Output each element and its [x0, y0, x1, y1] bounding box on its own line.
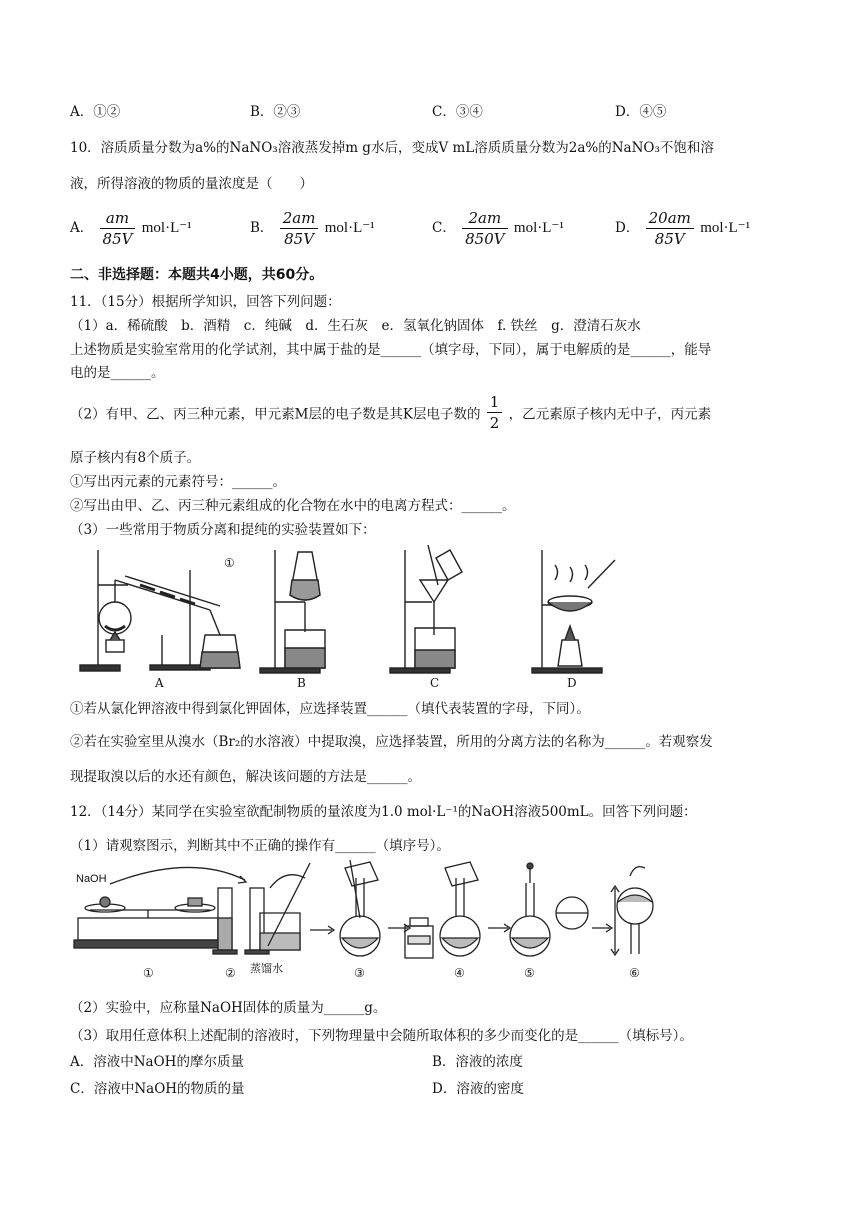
- q10-option-b: [250, 208, 375, 249]
- q11-part2-text-b: ，乙元素原子核内无中子，丙元素: [508, 406, 712, 423]
- numerator: 2am: [280, 208, 319, 229]
- q12-option-a: A．溶液中NaOH的摩尔质量: [70, 1054, 244, 1070]
- q11-part3-q2-line1: ②若在实验室里从溴水（Br₂的水溶液）中提取溴，应选择装置，所用的分离方法的名称为______。若观察发: [70, 734, 713, 750]
- fraction: [646, 208, 694, 249]
- figure-naoh-label: NaOH: [76, 873, 107, 885]
- fraction: [100, 208, 136, 249]
- denominator: 85V: [654, 230, 685, 248]
- unit: mol·L⁻¹: [513, 220, 564, 236]
- q11-part3-q1: ①若从氯化钾溶液中得到氯化钾固体，应选择装置______（填代表装置的字母，下同）。: [70, 701, 590, 717]
- q10-option-d-label: D．: [615, 220, 640, 236]
- step-6-invert-flask: [611, 867, 653, 955]
- q10-stem-line2: 液，所得溶液的物质的量浓度是（ ）: [70, 176, 313, 192]
- apparatus-label-b: B: [297, 676, 306, 690]
- step-3-flask: [340, 860, 410, 956]
- numerator: 1: [487, 392, 503, 413]
- apparatus-d-evaporation: [532, 550, 615, 673]
- q11-part1-list: （1）a．稀硫酸 b．酒精 c．纯碱 d．生石灰 e．氢氧化钠固体 f. 铁丝 g．澄清石灰水: [70, 318, 641, 334]
- numerator: am: [100, 208, 136, 229]
- q10-option-c-label: C．: [432, 220, 456, 236]
- numerator: 2am: [462, 208, 507, 229]
- q12-part1: （1）请观察图示，判断其中不正确的操作有______（填序号）。: [70, 838, 450, 854]
- q12-option-b: B．溶液的浓度: [432, 1054, 523, 1070]
- fraction: [462, 208, 507, 249]
- q9-options: [70, 100, 830, 124]
- q9-option-c: C．③④: [432, 104, 483, 120]
- apparatus-label-d: D: [567, 676, 577, 690]
- unit: mol·L⁻¹: [141, 220, 192, 236]
- figure-label-2: ②: [225, 966, 236, 980]
- q12-part3: （3）取用任意体积上述配制的溶液时，下列物理量中会随所取体积的多少而变化的是______（填标号）。: [70, 1028, 693, 1044]
- figure-water-label: 蒸馏水: [250, 962, 283, 975]
- denominator: 850V: [465, 230, 505, 248]
- fraction: [280, 208, 319, 249]
- q10-option-d: [615, 208, 750, 249]
- q10-option-c: [432, 208, 564, 249]
- apparatus-c-filtration: [390, 545, 462, 673]
- q11-part2-line1: [70, 392, 711, 438]
- step-5-flask-dropper: [510, 863, 612, 956]
- q12-options-row1: [70, 1050, 830, 1074]
- unit: mol·L⁻¹: [700, 220, 751, 236]
- q11-part1-text1: 上述物质是实验室常用的化学试剂，其中属于盐的是______（填字母，下同），属于电解质的是______，能导: [70, 342, 712, 358]
- separation-apparatus-figure: [70, 540, 630, 690]
- q10-option-a-label: A．: [70, 220, 94, 236]
- numerator: 20am: [646, 208, 694, 229]
- apparatus-label-c: C: [430, 676, 440, 690]
- figure-label-3: ③: [354, 966, 365, 980]
- apparatus-label-a: A: [155, 676, 164, 690]
- step-beaker-stirring: [260, 863, 334, 950]
- denominator: 85V: [102, 230, 133, 248]
- q11-part2-line2: 原子核内有8个质子。: [70, 450, 201, 466]
- apparatus-marker: ①: [224, 556, 235, 570]
- q11-part2-q2: ②写出由甲、乙、丙三种元素组成的化合物在水中的电离方程式：______。: [70, 498, 516, 514]
- solution-preparation-figure: [70, 858, 670, 970]
- q11-part3-q2-line2: 现提取溴以后的水还有颜色，解决该问题的方法是______。: [70, 769, 421, 785]
- q12-options-row2: [70, 1077, 830, 1101]
- denominator: 2: [489, 414, 500, 432]
- q11-part2-q1: ①写出丙元素的元素符号：______。: [70, 474, 286, 490]
- q12-title: 12．（14分）某同学在实验室欲配制物质的量浓度为1.0 mol·L⁻¹的NaOH溶液500mL。回答下列问题：: [70, 804, 697, 820]
- q12-option-d: D．溶液的密度: [432, 1081, 524, 1097]
- q11-part2-text-a: （2）有甲、乙、丙三种元素，甲元素M层的电子数是其K层电子数的: [70, 406, 481, 423]
- q9-option-d: D．④⑤: [615, 104, 667, 120]
- section-heading: 二、非选择题：本题共4小题，共60分。: [70, 267, 324, 283]
- q9-option-a: A．①②: [70, 104, 121, 120]
- q12-option-c: C．溶液中NaOH的物质的量: [70, 1081, 245, 1097]
- q11-part3-text: （3）一些常用于物质分离和提纯的实验装置如下：: [70, 522, 376, 538]
- q9-option-b: B．②③: [250, 104, 301, 120]
- q11-title: 11．（15分）根据所学知识，回答下列问题：: [70, 294, 341, 310]
- apparatus-a-distillation: [80, 550, 240, 671]
- figure-label-5: ⑤: [524, 966, 535, 980]
- denominator: 85V: [284, 230, 315, 248]
- q10-option-b-label: B．: [250, 220, 274, 236]
- q10-options: [70, 208, 830, 254]
- figure-label-4: ④: [454, 966, 465, 980]
- figure-label-6: ⑥: [629, 966, 640, 980]
- q12-part2: （2）实验中，应称量NaOH固体的质量为______g。: [70, 1000, 387, 1016]
- fraction-one-half: [487, 392, 503, 433]
- q11-part1-text2: 电的是______。: [70, 365, 165, 381]
- unit: mol·L⁻¹: [324, 220, 375, 236]
- figure-label-1: ①: [143, 966, 154, 980]
- q10-option-a: [70, 208, 192, 249]
- q10-stem-line1: 10．溶质质量分数为a%的NaNO₃溶液蒸发掉m g水后，变成V mL溶质质量分数为2a%的NaNO₃不饱和溶: [70, 140, 714, 156]
- step-4-flask-bottle: [405, 862, 510, 958]
- apparatus-b-separatory-funnel: [260, 550, 325, 673]
